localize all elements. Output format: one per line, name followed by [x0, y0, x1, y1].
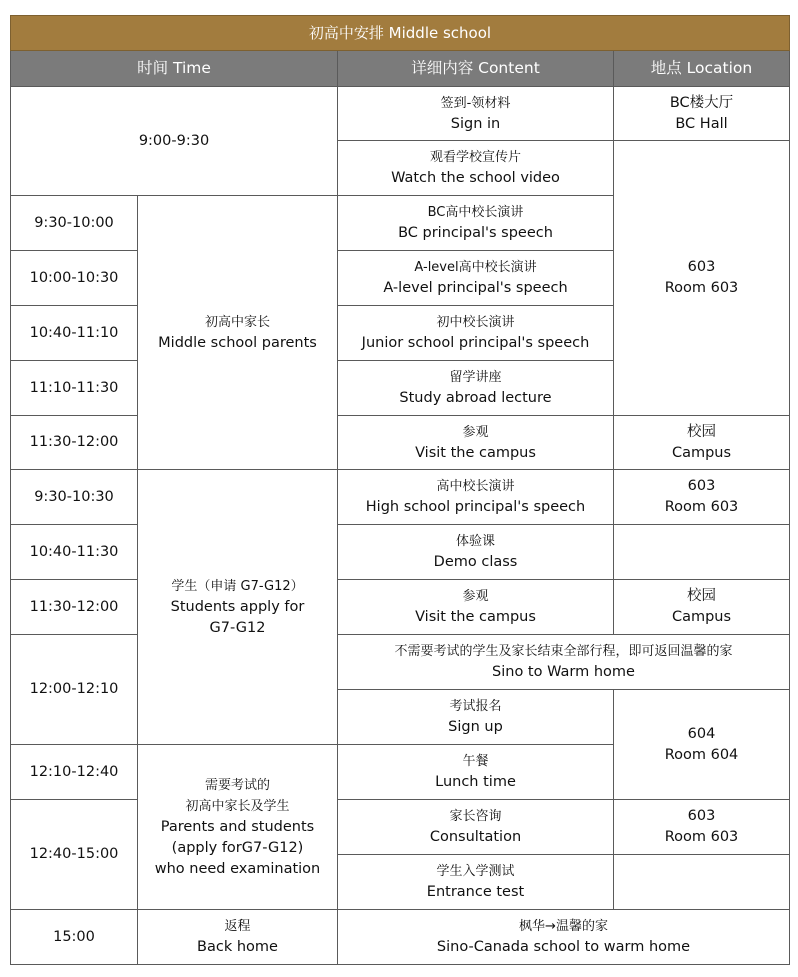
content-cell [338, 361, 614, 416]
group-en: Parents and students [160, 818, 315, 835]
content-en: Sign in [450, 115, 501, 132]
location-en: Room 603 [664, 280, 739, 296]
location-cell [614, 141, 790, 416]
location-cell [614, 416, 790, 470]
header-time: 时间 Time [11, 51, 338, 87]
final-cn: 枫华→温馨的家 [519, 919, 608, 934]
group-cell-exam [138, 745, 338, 910]
table-row [11, 635, 790, 690]
final-en: Sino-Canada school to warm home [436, 939, 691, 955]
content-en: Entrance test [426, 884, 525, 900]
content-cell [338, 470, 614, 525]
time-cell: 11:30-12:00 [11, 416, 138, 470]
content-cell [338, 525, 614, 580]
final-cell [338, 910, 790, 965]
content-cn: 考试报名 [449, 699, 502, 714]
location-cell [614, 580, 790, 635]
location-cell [614, 87, 790, 141]
content-cn: BC高中校长演讲 [427, 205, 524, 220]
location-cell [614, 690, 790, 800]
table-row [11, 470, 790, 525]
location-en: Room 603 [664, 499, 739, 515]
time-cell: 12:00-12:10 [11, 635, 138, 745]
content-en: Watch the school video [391, 170, 560, 186]
time-cell: 9:00-9:30 [11, 87, 338, 196]
group-cn: 需要考试的 [204, 777, 270, 793]
group-en: Students apply for [170, 598, 305, 615]
content-cell [338, 800, 614, 855]
content-cell [338, 141, 614, 196]
group-cn: 初高中家长 [204, 314, 270, 330]
group-cn: 初高中家长及学生 [185, 798, 290, 814]
table-row [11, 910, 790, 965]
content-cell [338, 580, 614, 635]
time-cell: 12:40-15:00 [11, 800, 138, 910]
table-row [11, 416, 790, 470]
header-location: 地点 Location [614, 51, 790, 87]
header-row [11, 51, 790, 87]
location-cell-empty [614, 525, 790, 580]
content-en: Junior school principal's speech [361, 335, 590, 351]
time-cell: 10:40-11:30 [11, 525, 138, 580]
time-cell: 11:30-12:00 [11, 580, 138, 635]
table-row [11, 87, 790, 141]
content-en: A-level principal's speech [383, 280, 568, 296]
content-cell [338, 306, 614, 361]
schedule-table [10, 15, 790, 965]
content-cn: 签到-领材料 [440, 95, 511, 111]
content-cn: 参观 [462, 589, 489, 604]
location-num: 604 [687, 725, 716, 742]
location-cell [614, 800, 790, 855]
content-cell [338, 416, 614, 470]
time-cell: 15:00 [11, 910, 138, 965]
content-en: High school principal's speech [365, 499, 586, 515]
location-cn: 校园 [687, 423, 716, 440]
time-cell: 9:30-10:30 [11, 470, 138, 525]
group-en: Middle school parents [158, 334, 317, 351]
content-cn: 留学讲座 [449, 370, 502, 385]
location-num: 603 [687, 478, 716, 494]
table-title: 初高中安排 Middle school [11, 16, 790, 51]
content-cell [338, 745, 614, 800]
content-cell [338, 87, 614, 141]
content-en: Demo class [433, 554, 518, 570]
content-cell [338, 855, 614, 910]
content-cn: 体验课 [455, 534, 495, 549]
content-en: Study abroad lecture [399, 390, 552, 406]
location-num: 603 [687, 259, 716, 275]
content-cn: 学生入学测试 [436, 864, 515, 879]
group-en: Back home [197, 939, 278, 955]
group-en: who need examination [154, 860, 321, 877]
time-cell: 11:10-11:30 [11, 361, 138, 416]
content-en: Consultation [429, 829, 522, 845]
content-en: Lunch time [435, 774, 516, 790]
location-cn: BC楼大厅 [669, 94, 734, 111]
location-cell-empty [614, 855, 790, 910]
location-num: 603 [687, 808, 716, 824]
content-cn: 观看学校宣传片 [429, 150, 521, 165]
content-en: Visit the campus [415, 444, 536, 461]
note-cn: 不需要考试的学生及家长结束全部行程，即可返回温馨的家 [394, 644, 733, 659]
note-en: Sino to Warm home [492, 664, 635, 680]
table-row [11, 800, 790, 855]
time-cell: 10:40-11:10 [11, 306, 138, 361]
table-row [11, 580, 790, 635]
location-en: Campus [671, 609, 732, 625]
content-cell [338, 251, 614, 306]
header-content: 详细内容 Content [338, 51, 614, 87]
location-cn: 校园 [687, 588, 716, 604]
location-en: BC Hall [675, 115, 728, 132]
group-cell-students [138, 470, 338, 745]
title-row [11, 16, 790, 51]
location-en: Room 603 [664, 829, 739, 845]
content-cn: 参观 [462, 424, 489, 440]
content-en: Visit the campus [415, 609, 536, 625]
time-cell: 10:00-10:30 [11, 251, 138, 306]
content-cn: 高中校长演讲 [436, 479, 515, 494]
content-cn: 家长咨询 [449, 809, 502, 824]
content-en: Sign up [448, 719, 503, 735]
content-en: BC principal's speech [398, 225, 553, 241]
location-en: Campus [671, 444, 732, 461]
group-en: (apply forG7-G12) [171, 839, 304, 856]
group-cn: 学生（申请 G7-G12） [171, 578, 304, 594]
location-cell [614, 470, 790, 525]
group-en: G7-G12 [209, 619, 266, 636]
content-cn: A-level高中校长演讲 [414, 260, 537, 275]
group-cn: 返程 [224, 919, 251, 934]
location-en: Room 604 [664, 746, 739, 763]
content-cn: 初中校长演讲 [436, 315, 515, 330]
schedule-container [10, 15, 790, 965]
table-row [11, 525, 790, 580]
content-cell [338, 690, 614, 745]
note-cell [338, 635, 790, 690]
group-cell-parents [138, 196, 338, 470]
time-cell: 12:10-12:40 [11, 745, 138, 800]
time-cell: 9:30-10:00 [11, 196, 138, 251]
content-cn: 午餐 [462, 754, 489, 769]
group-cell-back [138, 910, 338, 965]
content-cell [338, 196, 614, 251]
